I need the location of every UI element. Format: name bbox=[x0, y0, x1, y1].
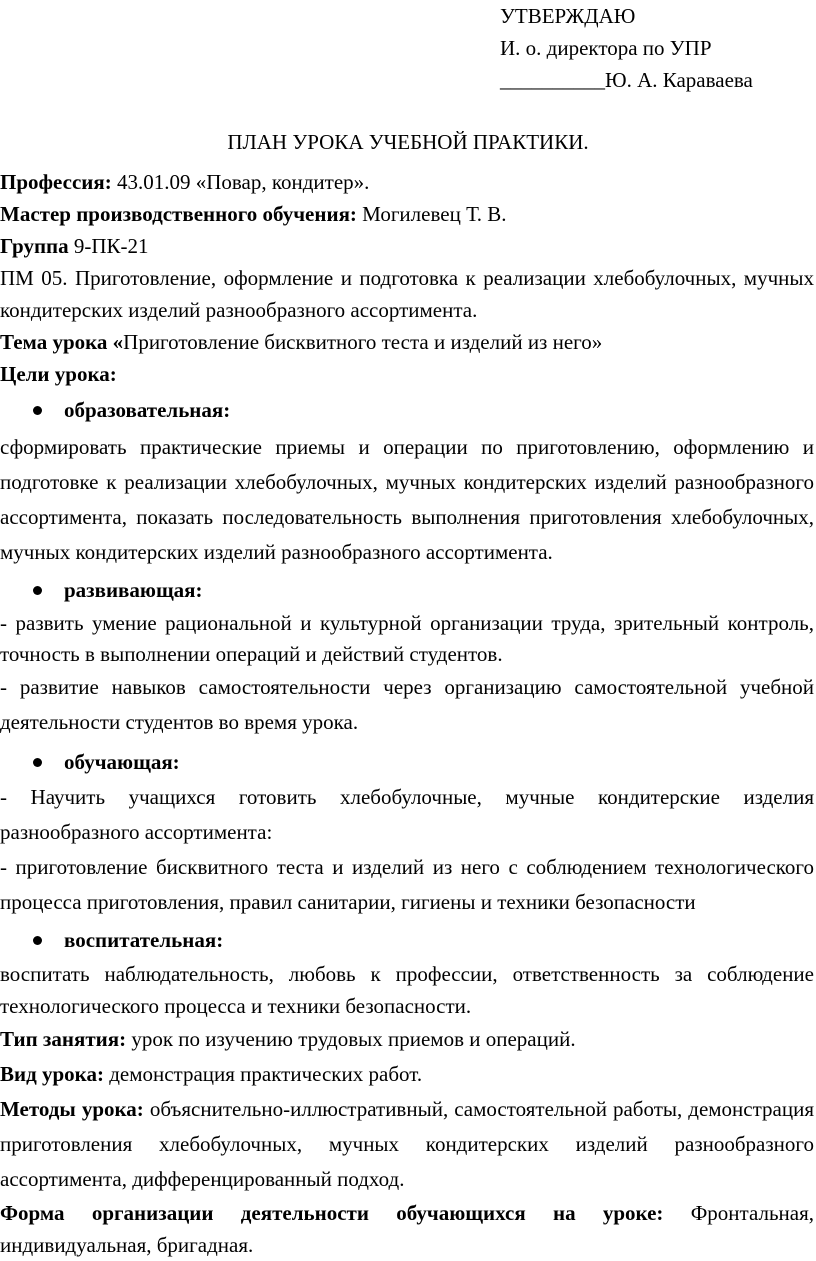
goal-teaching-item bbox=[0, 744, 814, 780]
goal-teaching-text-2: - приготовление бисквитного теста и изделий из него с соблюдением технологического процесса приготовления, правил санитарии, гигиены и техники безопасности bbox=[0, 855, 814, 914]
lesson-type-line bbox=[0, 1022, 814, 1057]
goal-educational-text: сформировать практические приемы и операции по приготовлению, оформлению и подготовке к реализации хлебобулочных, мучных кондитерских изделий разнообразного ассортимента, показать последовательность выполнения приготовления хлебобулочных, мучных кондитерских изделий разнообразного ассортимента. bbox=[0, 435, 814, 564]
topic-label: Тема урока « bbox=[0, 330, 124, 354]
goal-teaching-text-1: - Научить учащихся готовить хлебобулочные, мучные кондитерские изделия разнообразного ассортимента: bbox=[0, 785, 814, 844]
master-label: Мастер производственного обучения: bbox=[0, 202, 357, 226]
profession-label: Профессия: bbox=[0, 170, 112, 194]
lesson-kind-label: Вид урока: bbox=[0, 1062, 104, 1086]
lesson-kind-line bbox=[0, 1057, 814, 1092]
goals-heading: Цели урока: bbox=[0, 362, 117, 386]
bullet-dot-icon bbox=[33, 406, 42, 415]
goal-educational-item bbox=[0, 392, 814, 428]
master-line bbox=[0, 198, 814, 230]
profession-line bbox=[0, 166, 814, 198]
lesson-type-label: Тип занятия: bbox=[0, 1027, 127, 1051]
goal-developing-text-1: - развить умение рациональной и культурной организации труда, зрительный контроль, точность в выполнении операций и действий студентов. bbox=[0, 611, 814, 666]
topic-line bbox=[0, 326, 814, 358]
group-value: 9-ПК-21 bbox=[68, 234, 149, 258]
approval-block bbox=[500, 0, 816, 96]
lesson-type-value: урок по изучению трудовых приемов и операций. bbox=[126, 1027, 576, 1051]
form-label: Форма организации деятельности обучающихся на уроке: bbox=[0, 1201, 664, 1225]
goal-developing-item bbox=[0, 572, 814, 608]
goal-developing-label: развивающая: bbox=[64, 578, 203, 602]
group-label: Группа bbox=[0, 234, 69, 258]
document-body bbox=[0, 166, 814, 1261]
profession-value: 43.01.09 «Повар, кондитер». bbox=[111, 170, 370, 194]
bullet-dot-icon bbox=[33, 758, 42, 767]
topic-value: Приготовление бисквитного теста и изделий из него» bbox=[123, 330, 603, 354]
approval-heading: УТВЕРЖДАЮ bbox=[500, 4, 636, 28]
methods-label: Методы урока: bbox=[0, 1097, 144, 1121]
pm-paragraph: ПМ 05. Приготовление, оформление и подготовка к реализации хлебобулочных, мучных кондитерских изделий разнообразного ассортимента. bbox=[0, 266, 814, 322]
approval-position: И. о. директора по УПР bbox=[500, 36, 712, 60]
goal-teaching-label: обучающая: bbox=[64, 750, 180, 774]
approval-signature: __________Ю. А. Караваева bbox=[500, 68, 753, 92]
goal-educational-label: образовательная: bbox=[64, 398, 231, 422]
bullet-dot-icon bbox=[33, 936, 42, 945]
form-value: Фронтальная, индивидуальная, бригадная. bbox=[0, 1201, 814, 1257]
bullet-dot-icon bbox=[33, 586, 42, 595]
document-title: ПЛАН УРОКА УЧЕБНОЙ ПРАКТИКИ. bbox=[227, 130, 589, 154]
goal-upbringing-text: воспитать наблюдательность, любовь к профессии, ответственность за соблюдение технологического процесса и техники безопасности. bbox=[0, 962, 814, 1018]
group-line bbox=[0, 230, 814, 262]
lesson-kind-value: демонстрация практических работ. bbox=[103, 1062, 423, 1086]
master-value: Могилевец Т. В. bbox=[356, 202, 507, 226]
methods-paragraph bbox=[0, 1092, 814, 1197]
goal-upbringing-label: воспитательная: bbox=[64, 928, 224, 952]
goal-developing-text-2: - развитие навыков самостоятельности через организацию самостоятельной учебной деятельности студентов во время урока. bbox=[0, 675, 814, 734]
form-paragraph bbox=[0, 1197, 814, 1261]
methods-value: объяснительно-иллюстративный, самостоятельной работы, демонстрация приготовления хлебобулочных, мучных кондитерских изделий разнообразного ассортимента, дифференцированный подход. bbox=[0, 1097, 815, 1191]
goal-upbringing-item bbox=[0, 922, 814, 958]
